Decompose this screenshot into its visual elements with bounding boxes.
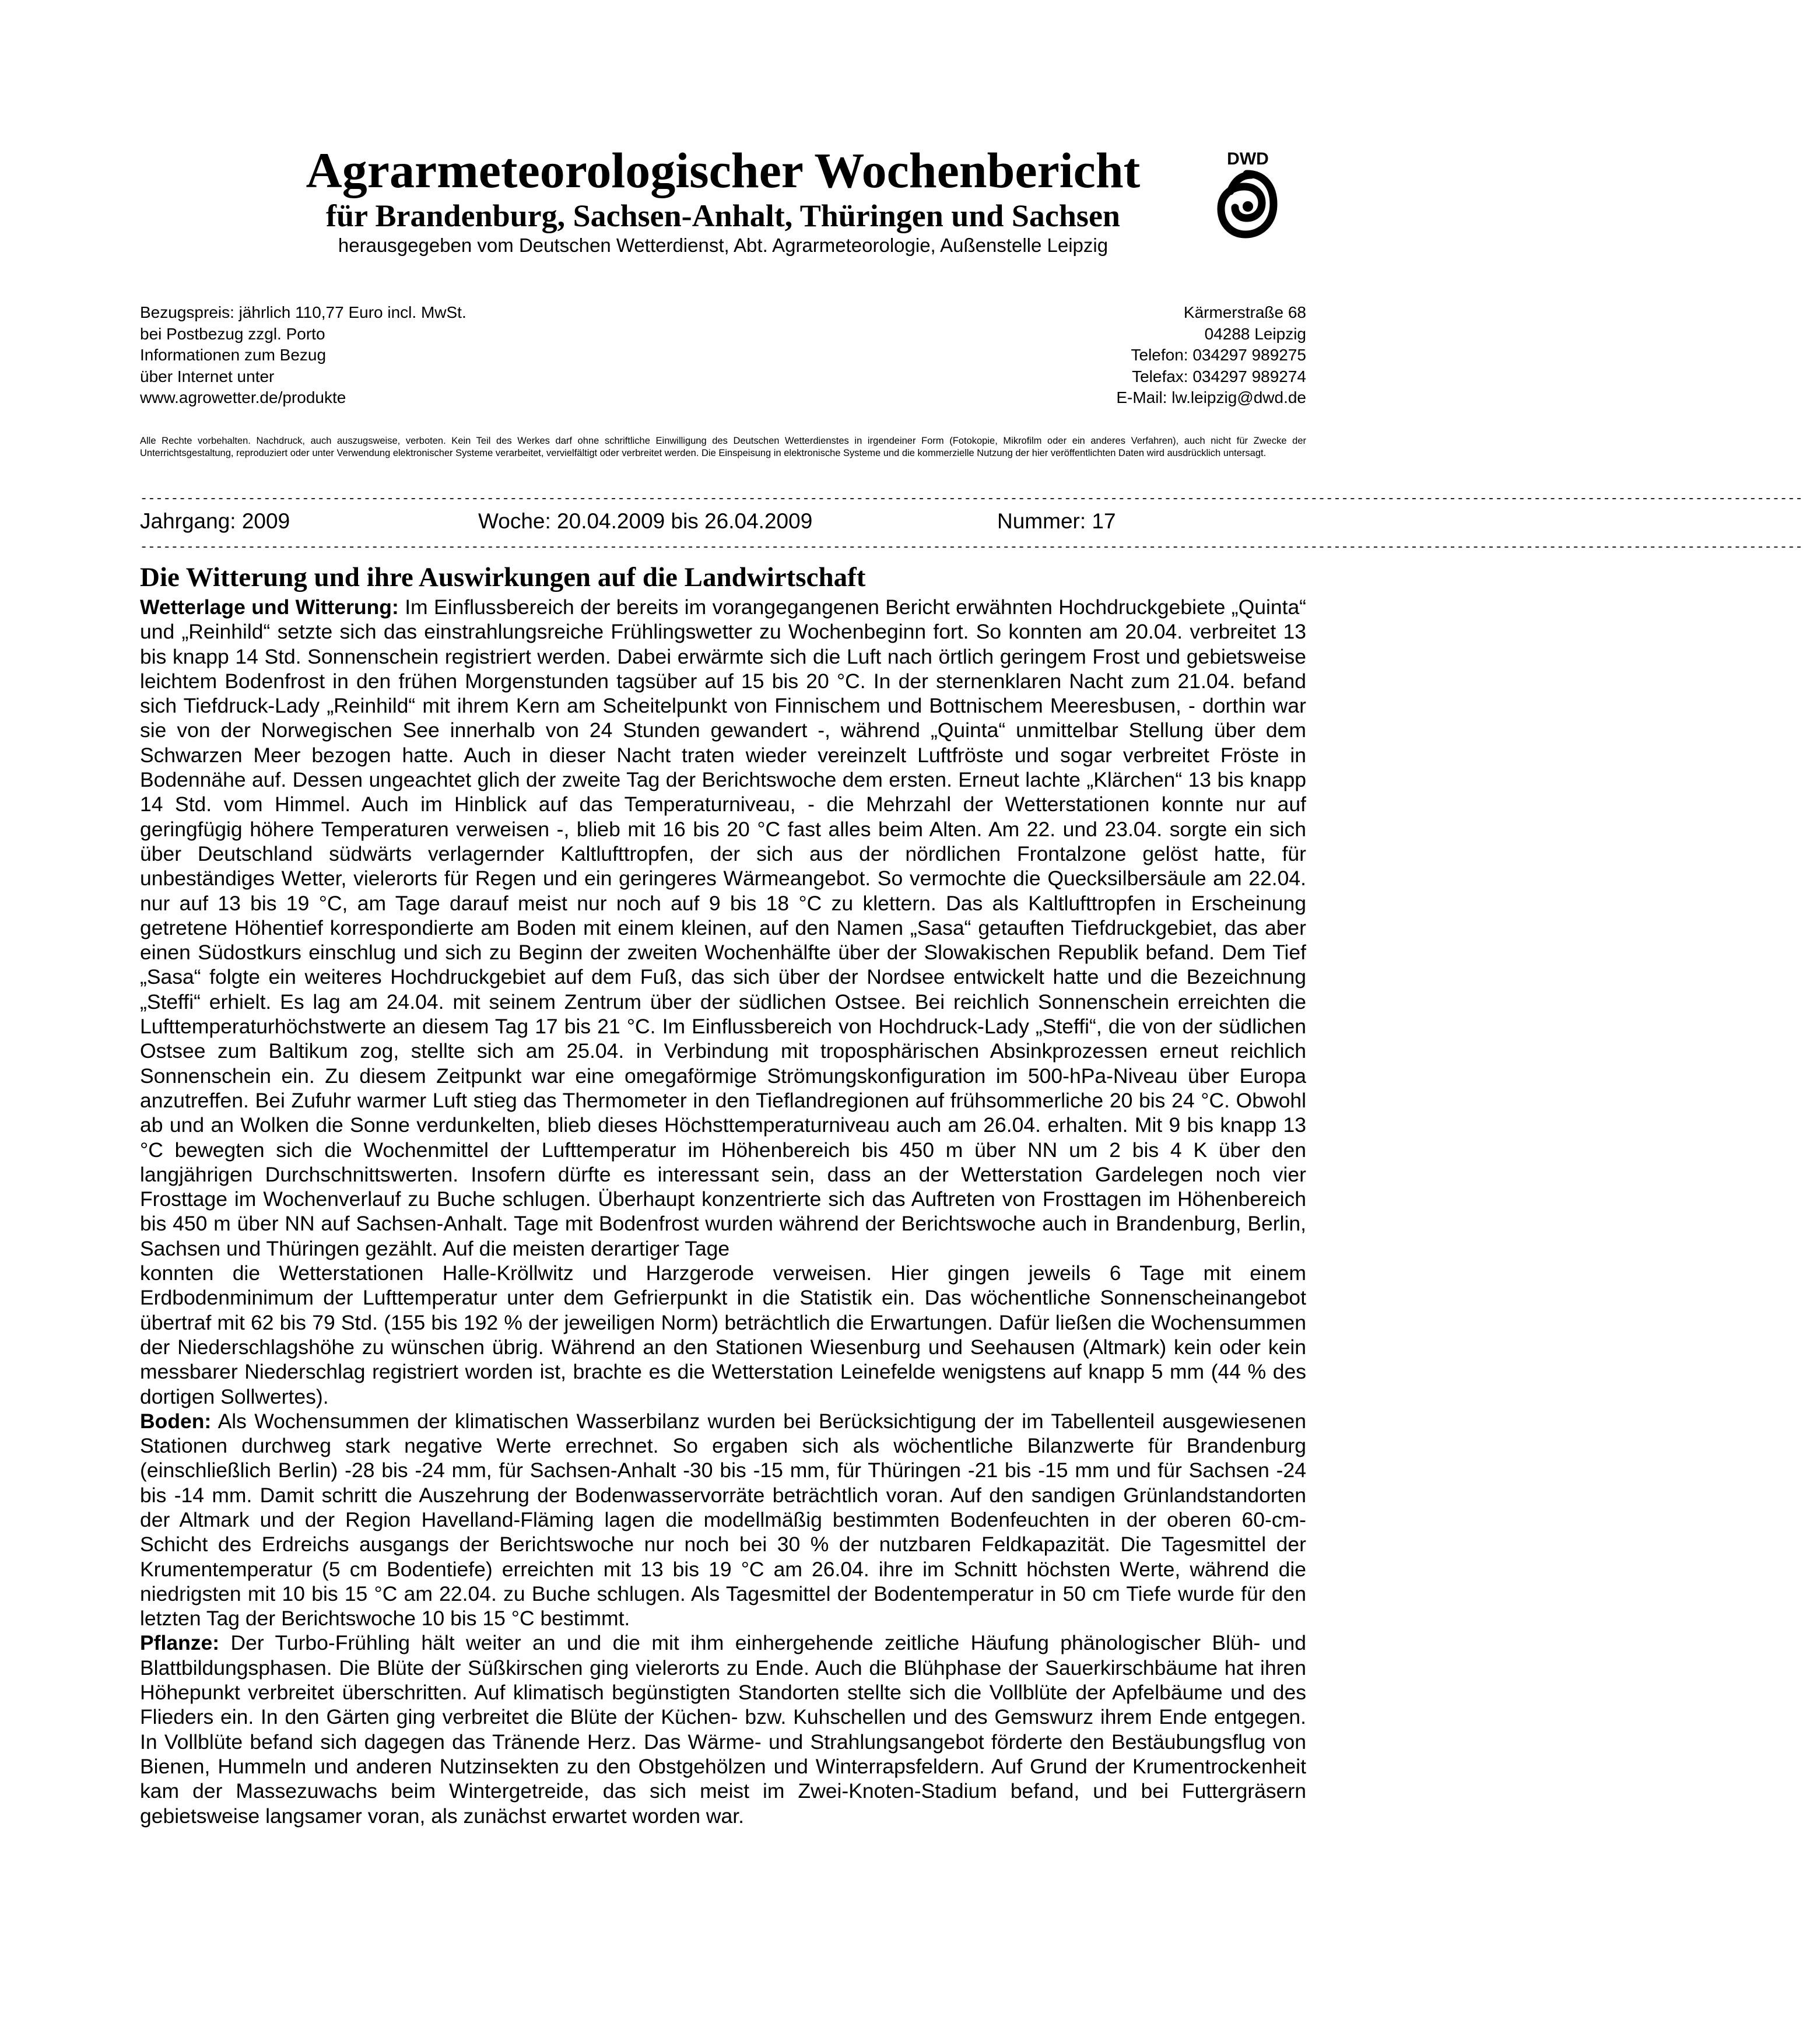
address-phone: Telefon: 034297 989275 [1131,346,1306,364]
issue-year: Jahrgang: 2009 [140,509,290,533]
weather-text-continued: konnten die Wetterstationen Halle-Kröllwitz und Harzgerode verweisen. Hier gingen jeweils 6 Tage mit einem Erdbodenminimum der Lufttemperatur unter dem Gefrierpunkt in die Statistik ein. Das wöchentliche Sonnenscheinangebot übertraf mit 62 bis 79 Std. (155 bis 192 % der jeweiligen Norm) beträchtlich die Erwartungen. Dafür ließen die Wochensummen der Niederschlagshöhe zu wünschen übrig. Während an den Stationen Wiesenburg und Seehausen (Altmark) kein oder kein messbarer Niederschlag registriert worden ist, brachte es die Wetterstation Leinefelde wenigstens auf knapp 5 mm (44 % des dortigen Sollwertes). [140,1261,1306,1408]
plant-paragraph [140,1631,1306,1828]
plant-text: Der Turbo-Frühling hält weiter an und die mit ihm einhergehende zeitliche Häufung phänologischer Blüh- und Blattbildungsphasen. Die Blüte der Süßkirschen ging vielerorts zu Ende. Auch die Blühphase der Sauerkirschbäume hat ihren Höhepunkt verbreitet überschritten. Auf klimatisch begünstigten Standorten stellte sich die Vollblüte der Apfelbäume und des Flieders ein. In den Gärten ging verbreitet die Blüte der Küchen- bzw. Kuhschellen und des Gemswurz ihrem Ende entgegen. In Vollblüte befand sich dagegen das Tränende Herz. Das Wärme- und Strahlungsangebot förderte den Bestäubungsflug von Bienen, Hummeln und anderen Nutzinsekten zu den Obstgehölzen und Winterrapsfeldern. Auf Grund der Krumentrockenheit kam der Massezuwachs beim Wintergetreide, das sich meist im Zwei-Knoten-Stadium befand, und bei Futtergräsern gebietsweise langsamer voran, als zunächst erwartet worden war. [140,1631,1306,1828]
publisher-line: herausgegeben vom Deutschen Wetterdienst, Abt. Agrarmeteorologie, Außenstelle Leipzig [338,234,1109,256]
rights-notice: Alle Rechte vorbehalten. Nachdruck, auch auszugsweise, verboten. Kein Teil des Werkes darf ohne schriftliche Einwilligung des Deutschen Wetterdienstes in irgendeiner Form (Fotokopie, Mikrofilm oder ein anderes Verfahren), auch nicht für Zwecke der Unterrichtsgestaltung, reproduziert oder unter Verwendung elektronischer Systeme verarbeitet, vervielfältigt oder verbreitet werden. Die Einspeisung in elektronische Systeme und die kommerzielle Nutzung der hier veröffentlichten Daten wird ausdrücklich untersagt. [140,436,1306,458]
dwd-logo-icon [1213,146,1283,245]
weather-paragraph-continued [140,1261,1306,1409]
weather-text: Im Einflussbereich der bereits im vorangegangenen Bericht erwähnten Hochdruckgebiete „Quinta“ und „Reinhild“ setzte sich das einstrahlungsreiche Frühlingswetter zu Wochenbeginn fort. So konnten am 20.04. verbreitet 13 bis knapp 14 Std. Sonnenschein registriert werden. Dabei erwärmte sich die Luft nach örtlich geringem Frost und gebietsweise leichtem Bodenfrost in den frühen Morgenstunden tagsüber auf 15 bis 20 °C. In der sternenklaren Nacht zum 21.04. befand sich Tiefdruck-Lady „Reinhild“ mit ihrem Kern am Scheitelpunkt von Finnischem und Bottnischem Meeresbusen, - dorthin war sie von der Norwegischen See innerhalb von 24 Stunden gewandert -, während „Quinta“ unmittelbar Stellung über dem Schwarzen Meer bezogen hatte. Auch in dieser Nacht traten wieder vereinzelt Luftfröste und sogar verbreitet Fröste in Bodennähe auf. Dessen ungeachtet glich der zweite Tag der Berichtswoche dem ersten. Erneut lachte „Klärchen“ 13 bis knapp 14 Std. vom Himmel. Auch im Hinblick auf das Temperaturniveau, - die Mehrzahl der Wetterstationen konnte nur auf geringfügig höhere Temperaturen verweisen -, blieb mit 16 bis 20 °C fast alles beim Alten. Am 22. und 23.04. sorgte ein sich über Deutschland südwärts verlagernder Kaltlufttropfen, der sich aus der nördlichen Frontalzone gelöst hatte, für unbeständiges Wetter, vielerorts für Regen und ein geringeres Wärmeangebot. So vermochte die Quecksilbersäule am 22.04. nur auf 13 bis 19 °C, am Tage darauf meist nur noch auf 9 bis 18 °C zu klettern. Das als Kaltlufttropfen in Erscheinung getretene Höhentief korrespondierte am Boden mit einem kleinen, auf den Namen „Sasa“ getauften Tiefdruckgebiet, das aber einen Südostkurs einschlug und sich zu Beginn der zweiten Wochenhälfte über der Slowakischen Republik befand. Dem Tief „Sasa“ folgte ein weiteres Hochdruckgebiet auf dem Fuß, das sich über der Nordsee entwickelt hatte und die Bezeichnung „Steffi“ erhielt. Es lag am 24.04. mit seinem Zentrum über der südlichen Ostsee. Bei reichlich Sonnenschein erreichten die Lufttemperaturhöchstwerte an diesem Tag 17 bis 21 °C. Im Einflussbereich von Hochdruck-Lady „Steffi“, die von der südlichen Ostsee zum Baltikum zog, stellte sich am 25.04. in Verbindung mit troposphärischen Absinkprozessen erneut reichlich Sonnenschein ein. Zu diesem Zeitpunkt war eine omegaförmige Strömungskonfiguration im 500-hPa-Niveau über Europa anzutreffen. Bei Zufuhr warmer Luft stieg das Thermometer in den Tieflandregionen auf frühsommerliche 20 bis 24 °C. Obwohl ab und an Wolken die Sonne verdunkelten, blieb dieses Höchsttemperaturniveau auch am 26.04. erhalten. Mit 9 bis knapp 13 °C bewegten sich die Wochenmittel der Lufttemperatur im Höhenbereich bis 450 m über NN um 2 bis 4 K über den langjährigen Durchschnittswerten. Insofern dürfte es interessant sein, dass an der Wetterstation Gardelegen noch vier Frosttage im Wochenverlauf zu Buche schlugen. Überhaupt konzentrierte sich das Auftreten von Frosttagen im Höhenbereich bis 450 m über NN auf Sachsen-Anhalt. Tage mit Bodenfrost wurden während der Berichtswoche auch in Brandenburg, Berlin, Sachsen und Thüringen gezählt. Auf die meisten derartiger Tage [140,595,1307,1260]
report-title: Agrarmeteorologischer Wochenbericht [306,142,1141,198]
separator-line: ------------------------------------------------------------------------------------------------------------------------------------------------------------------------------------------------------------------------ [140,540,1803,555]
address-street: Kärmerstraße 68 [1183,303,1306,321]
section-heading: Die Witterung und ihre Auswirkungen auf die Landwirtschaft [140,562,866,592]
report-body [140,595,1306,1828]
address-email[interactable]: E-Mail: lw.leipzig@dwd.de [1116,388,1306,406]
soil-paragraph [140,1409,1306,1631]
soil-label: Boden: [140,1409,212,1433]
subscription-line: Informationen zum Bezug [140,346,327,364]
subscription-info [140,302,665,409]
subscription-url[interactable]: www.agrowetter.de/produkte [140,388,346,406]
contact-address [898,302,1306,409]
soil-text: Als Wochensummen der klimatischen Wasserbilanz wurden bei Berücksichtigung der im Tabellenteil ausgewiesenen Stationen durchweg stark negative Werte errechnet. So ergaben sich als wöchentliche Bilanzwerte für Brandenburg (einschließlich Berlin) -28 bis -24 mm, für Sachsen-Anhalt -30 bis -15 mm, für Thüringen -21 bis -15 mm und für Sachsen -24 bis -14 mm. Damit schritt die Auszehrung der Bodenwasservorräte beträchtlich voran. Auf den sandigen Grünlandstandorten der Altmark und der Region Havelland-Fläming lagen die modellmäßig bestimmten Bodenfeuchten in der oberen 60-cm-Schicht des Erdreichs ausgangs der Berichtswoche nur noch bei 30 % der nutzbaren Feldkapazität. Die Tagesmittel der Krumentemperatur (5 cm Bodentiefe) erreichten mit 13 bis 19 °C am 26.04. ihre im Schnitt höchsten Werte, während die niedrigsten mit 10 bis 15 °C am 22.04. zu Buche schlugen. Als Tagesmittel der Bodentemperatur in 50 cm Tiefe wurde für den letzten Tag der Berichtswoche 10 bis 15 °C bestimmt. [140,1409,1306,1631]
issue-week: Woche: 20.04.2009 bis 26.04.2009 [478,509,813,533]
address-fax: Telefax: 034297 989274 [1132,367,1306,385]
plant-label: Pflanze: [140,1631,220,1655]
subscription-line: bei Postbezug zzgl. Porto [140,324,325,343]
separator-line: ------------------------------------------------------------------------------------------------------------------------------------------------------------------------------------------------------------------------ [140,492,1803,506]
subscription-line: über Internet unter [140,367,275,385]
address-city: 04288 Leipzig [1204,324,1306,343]
logo-text: DWD [1227,149,1269,169]
weather-label: Wetterlage und Witterung: [140,595,399,619]
report-subtitle: für Brandenburg, Sachsen-Anhalt, Thüringen und Sachsen [326,198,1120,233]
weather-paragraph [140,595,1306,1261]
issue-number: Nummer: 17 [997,509,1116,533]
subscription-line: Bezugspreis: jährlich 110,77 Euro incl. MwSt. [140,303,466,321]
